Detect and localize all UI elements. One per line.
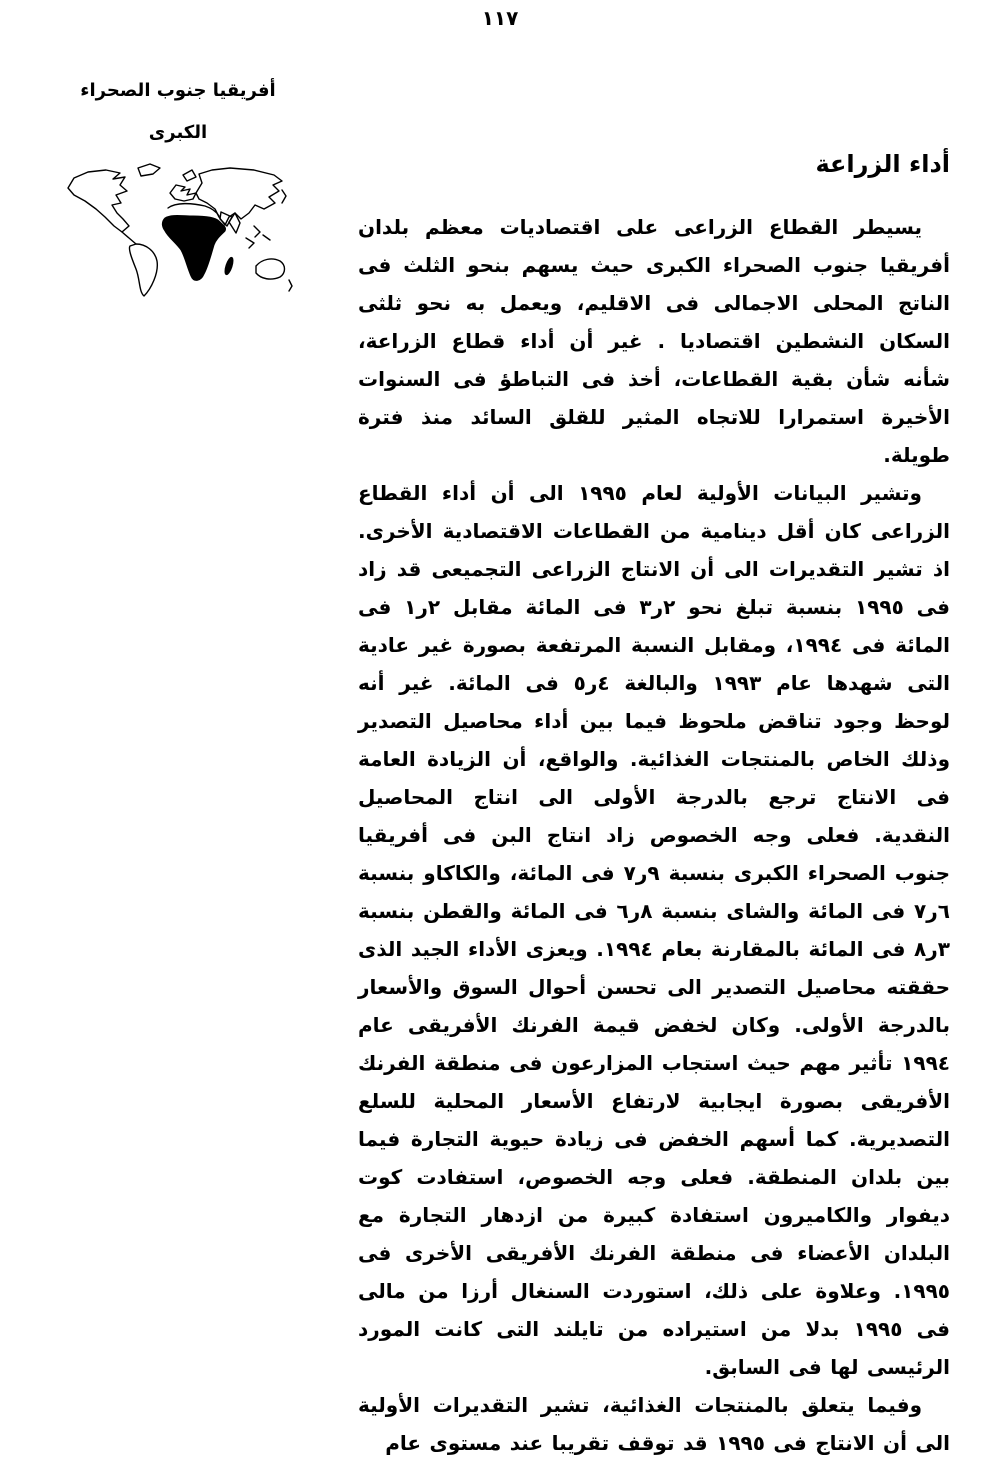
japan-outline <box>282 190 286 203</box>
new-zealand-outline <box>289 280 292 291</box>
subsaharan-africa-highlight <box>162 216 225 281</box>
southeast-asia-islands <box>246 226 270 248</box>
europe-outline <box>170 185 196 201</box>
sidebar-region-block <box>58 70 298 314</box>
asia-outline <box>196 168 282 225</box>
article-paragraph-3: وفيما يتعلق بالمنتجات الغذائية، تشير التقديرات الأولية الى أن الانتاج فى ١٩٩٥ قد توقف تقريبا عند مستوى عام <box>358 1393 950 1455</box>
region-caption-line-1: أفريقيا جنوب الصحراء <box>80 80 276 101</box>
australia-outline <box>256 259 285 279</box>
article-paragraph-1: يسيطر القطاع الزراعى على اقتصاديات معظم بلدان أفريقيا جنوب الصحراء الكبرى حيث يسهم بنحو الثلث فى الناتج المحلى الاجمالى فى الاقليم، ويعمل به نحو ثلثى السكان النشطين اقتصاديا . غير أن أداء قطاع الزراعة، شأنه شأن بقية القطاعات، أخذ فى التباطؤ فى السنوات الأخيرة استمرارا للاتجاه المثير للقلق السائد منذ فترة طويلة. <box>358 215 950 467</box>
article-heading: أداء الزراعة <box>815 150 950 178</box>
scandinavia-outline <box>183 170 196 181</box>
north-america-outline <box>68 170 129 232</box>
article-paragraph-2: وتشير البيانات الأولية لعام ١٩٩٥ الى أن أداء القطاع الزراعى كان أقل دينامية من القطاعات الاقتصادية الأخرى. اذ تشير التقديرات الى أن الانتاج الزراعى التجميعى قد زاد فى ١٩٩٥ بنسبة تبلغ نحو ٢ر٣ فى المائة مقابل ٢ر١ فى المائة فى ١٩٩٤، ومقابل النسبة المرتفعة بصورة غير عادية التى شهدها عام ١٩٩٣ والبالغة ٤ر٥ فى المائة. غير أنه لوحظ وجود تناقض ملحوظ فيما بين أداء محاصيل التصدير وذلك الخاص بالمنتجات الغذائية. والواقع، أن الزيادة العامة فى الانتاج ترجع بالدرجة الأولى الى انتاج المحاصيل النقدية. فعلى وجه الخصوص زاد انتاج البن فى أفريقيا جنوب الصحراء الكبرى بنسبة ٩ر٧ فى المائة، والكاكاو بنسبة ٦ر٧ فى المائة والشاى بنسبة ٨ر٦ فى المائة والقطن بنسبة ٣ر٨ فى المائة بالمقارنة بعام ١٩٩٤. ويعزى الأداء الجيد الذى حققته محاصيل التصدير الى تحسن أحوال السوق والأسعار بالدرجة الأولى. وكان لخفض قيمة الفرنك الأفريقى عام ١٩٩٤ تأثير مهم حيث استجاب المزارعون فى منطقة الفرنك الأفريقى بصورة ايجابية لارتفاع الأسعار المحلية للسلع التصديرية. كما أسهم الخفض فى زيادة حيوية التجارة فيما بين بلدان المنطقة. فعلى وجه الخصوص، استفادت كوت ديفوار والكاميرون استفادة كبيرة من ازدهار التجارة مع البلدان الأعضاء فى منطقة الفرنك الأفريقى الأخرى فى ١٩٩٥. وعلاوة على ذلك، استوردت السنغال أرزا من مالى فى ١٩٩٥ بدلا من استيراده من تايلند التى كانت المورد الرئيسى لها فى السابق. <box>358 481 951 1379</box>
greenland-outline <box>138 164 160 176</box>
region-caption-line-2: الكبرى <box>148 122 208 143</box>
world-map-icon <box>58 160 298 310</box>
madagascar-highlight <box>223 257 234 276</box>
page-number: ١١٧ <box>481 6 519 30</box>
article-column <box>358 150 950 1462</box>
central-america-outline <box>122 232 136 244</box>
world-map <box>58 160 298 314</box>
south-america-outline <box>129 244 157 296</box>
region-caption <box>58 70 298 154</box>
